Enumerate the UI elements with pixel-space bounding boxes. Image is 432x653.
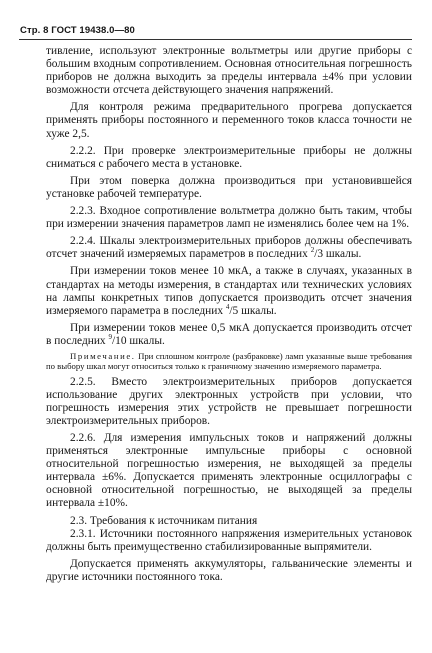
text-run: /10 шкалы. xyxy=(111,334,165,347)
paragraph: При этом поверка должна производиться при установившейся установке рабочей температуре. xyxy=(46,174,412,200)
section-2-3-heading: 2.3. Требования к источникам питания xyxy=(70,514,258,527)
clause-2-3-1: 2.3.1. Источники постоянного напряжения измерительных установок должны быть преимущественно стабилизированные выпрямители. xyxy=(46,527,412,553)
text-run: /5 шкалы. xyxy=(229,304,277,317)
text-run: 2.2.4. Шкалы электроизмерительных приборов должны обеспечивать отсчет значений измеряемых параметров в последних xyxy=(46,235,412,261)
text-run: При измерении токов менее 10 мкА, а также в случаях, указанных в стандартах на методы измерения, в стандартах или технических условиях на лампы конкретных типов допускается производить отсчет значения измеряемого параметра в последних xyxy=(46,265,412,317)
header-rule xyxy=(19,39,412,40)
clause-2-2-6: 2.2.6. Для измерения импульсных токов и напряжений должны применяться электронные импульсные приборы с основной относительной погрешностью измерения, не выходящей за пределы интервала ±6%. Допускается применять электронные осциллографы с основной относительной погрешностью, не выходящей за пределы интервала ±10%. xyxy=(46,431,412,510)
paragraph xyxy=(46,322,412,348)
clause-2-2-3: 2.2.3. Входное сопротивление вольтметра должно быть таким, чтобы при измерении значения параметров ламп не изменялись более чем на 1%. xyxy=(46,205,412,231)
document-body xyxy=(46,45,412,584)
clause-2-2-4 xyxy=(46,235,412,261)
superscript: 4 xyxy=(225,302,230,311)
paragraph xyxy=(46,265,412,317)
page-header: Стр. 8 ГОСТ 19438.0—80 xyxy=(20,25,135,36)
paragraph: Допускается применять аккумуляторы, гальванические элементы и другие источники постоянного тока. xyxy=(46,557,412,583)
note xyxy=(46,351,412,372)
paragraph: тивление, используют электронные вольтметры или другие приборы с большим входным сопротивлением. Основная относительная погрешность приборов не должна выходить за пределы интервала ±4% при условии возможности отсчета действующего значения напряжений. xyxy=(46,45,412,97)
text-run: При измерении токов менее 0,5 мкА допускается производить отсчет в последних xyxy=(46,321,412,347)
paragraph: Для контроля режима предварительного прогрева допускается применять приборы постоянного и переменного токов класса точности не хуже 2,5. xyxy=(46,101,412,140)
note-label: Примечание. xyxy=(70,350,136,361)
note-text: При сплошном контроле (разбраковке) ламп указанные выше требования по выбору шкал могут относиться только к граничному значению измеряемого параметра. xyxy=(46,350,412,372)
clause-2-2-5: 2.2.5. Вместо электроизмерительных приборов допускается использование других электронных устройств при условии, что погрешность измерения этих устройств не превышает погрешности электроизмерительных приборов. xyxy=(46,375,412,427)
superscript: 9 xyxy=(108,333,112,342)
text-run: /3 шкалы. xyxy=(314,248,362,261)
clause-2-2-2: 2.2.2. При проверке электроизмерительные приборы не должны сниматься с рабочего места в установке. xyxy=(46,144,412,170)
superscript: 2 xyxy=(310,246,315,255)
